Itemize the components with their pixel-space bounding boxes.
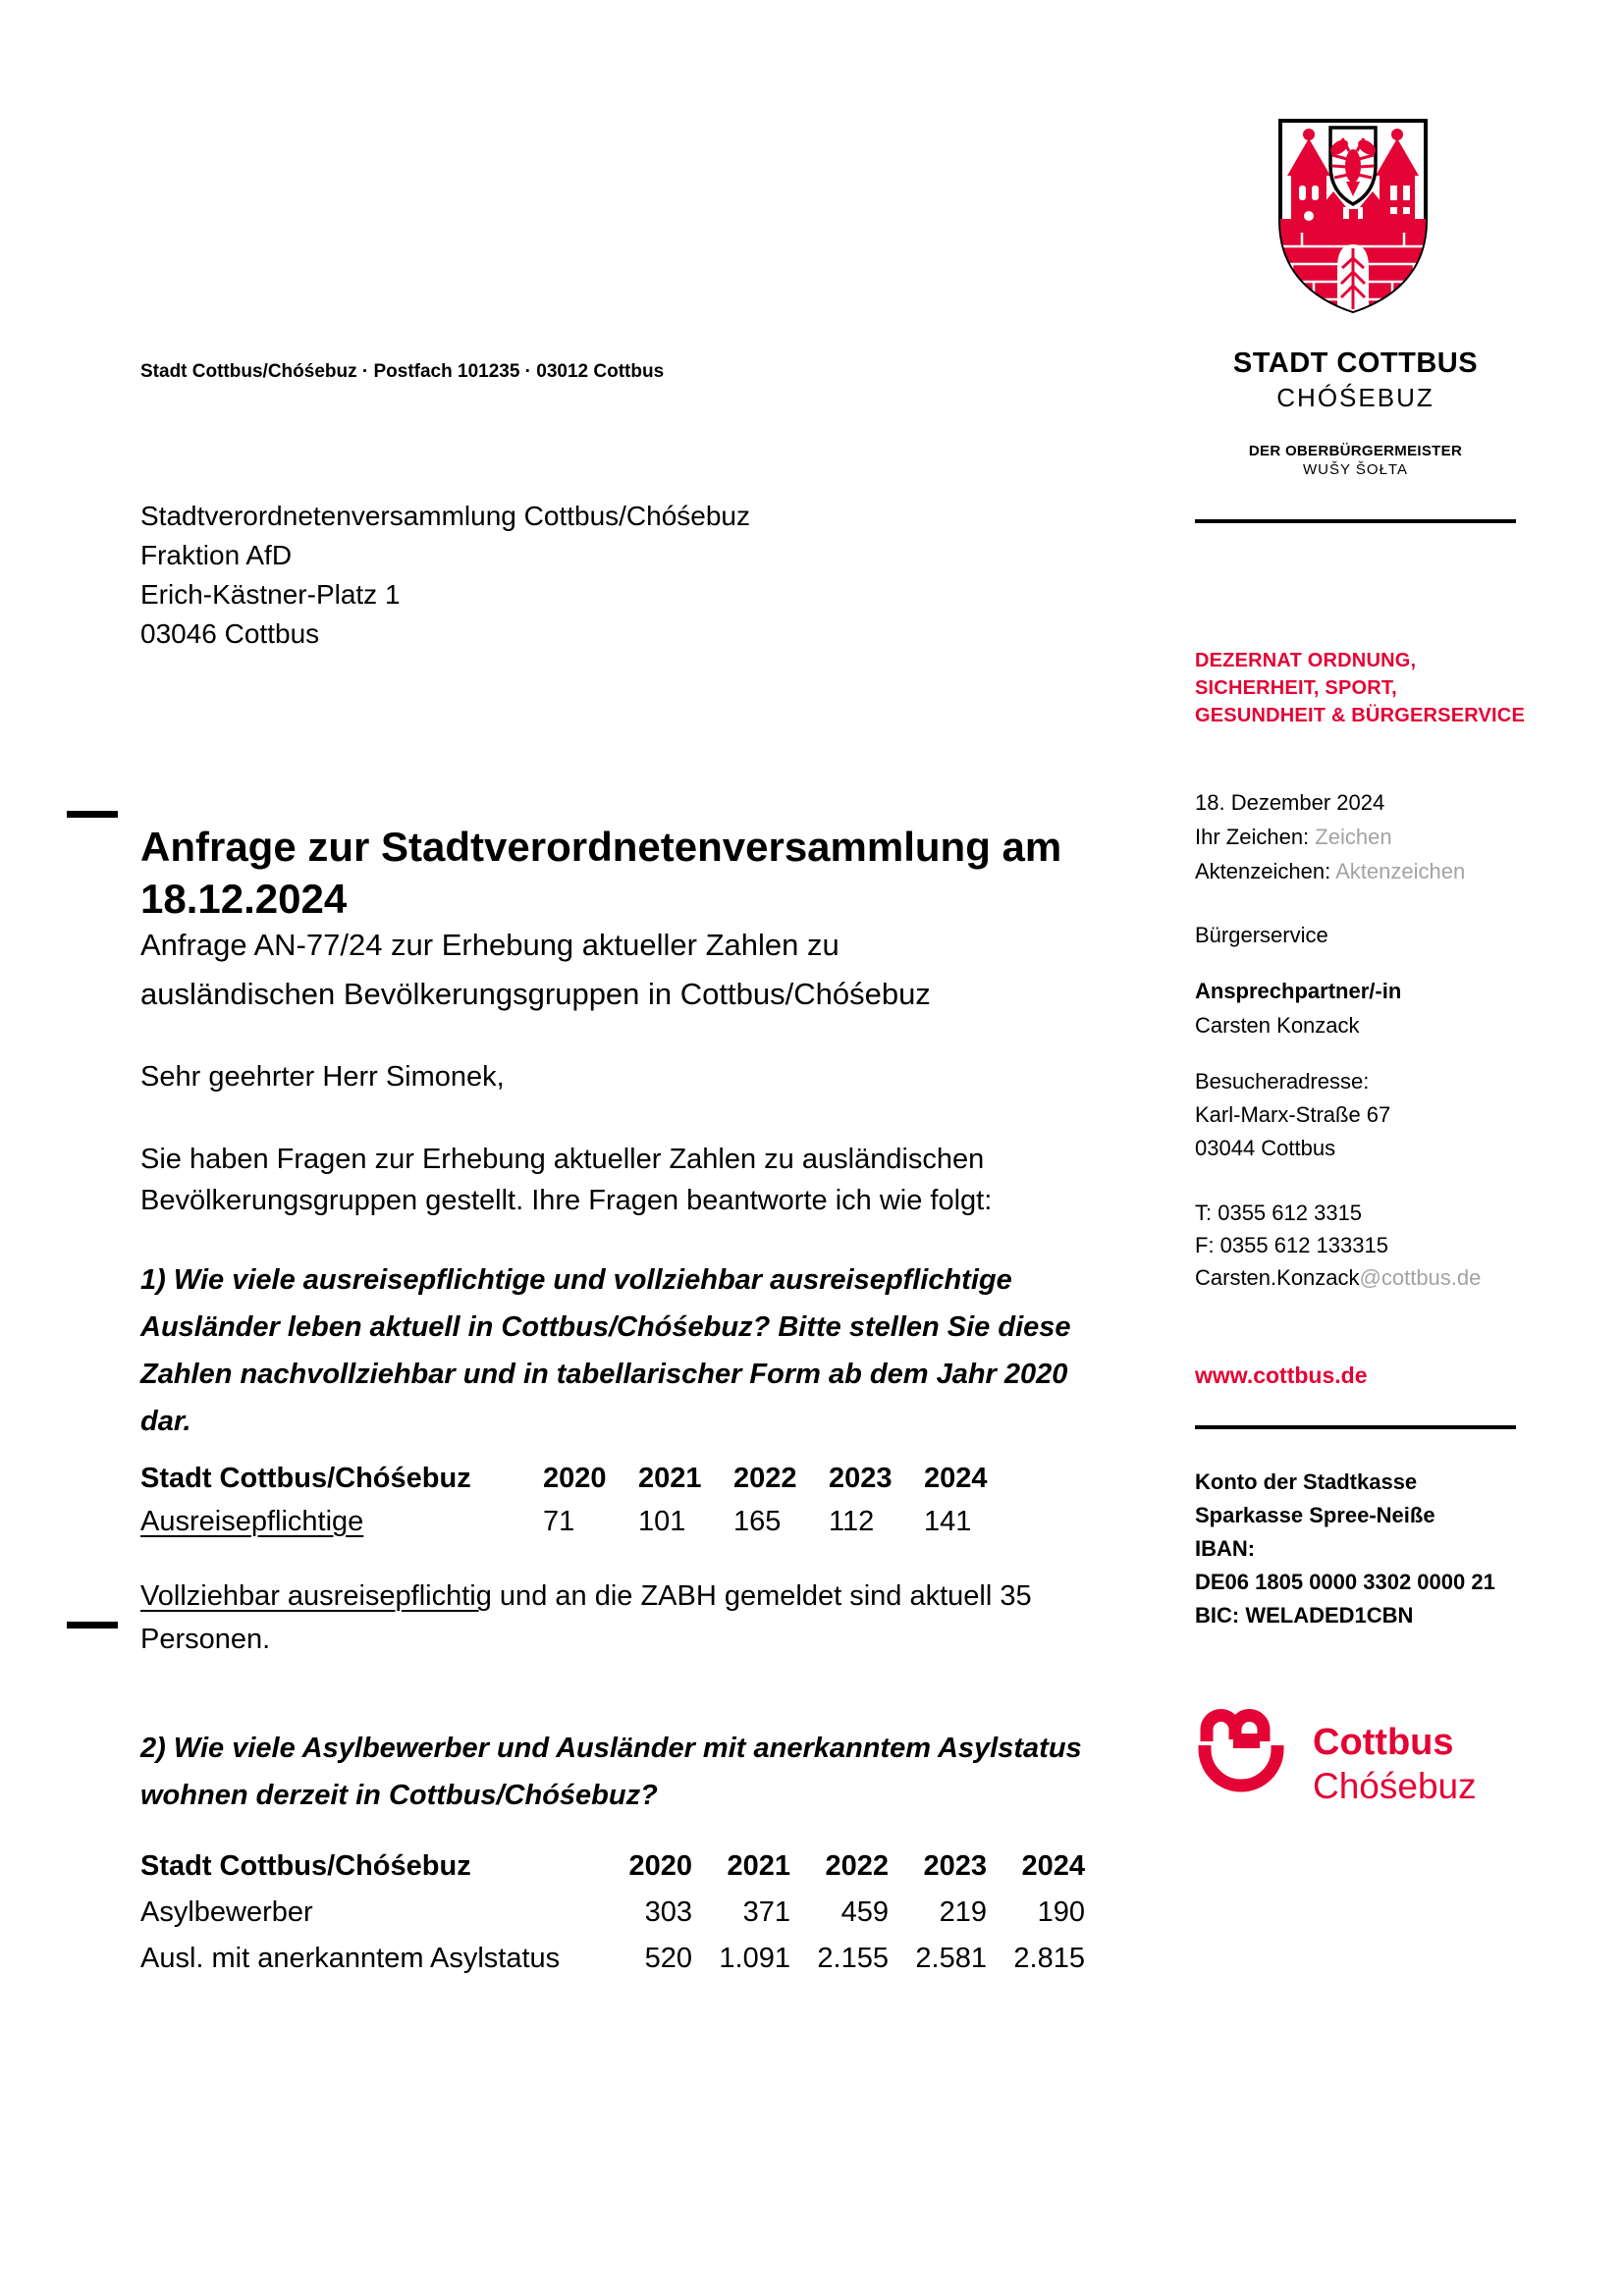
bank-line: Konto der Stadtkasse	[1195, 1469, 1418, 1494]
note-line2: Personen.	[140, 1624, 271, 1655]
table-header-cell: Stadt Cottbus/Chóśebuz	[140, 1462, 471, 1494]
table-cell: 1.091	[719, 1943, 790, 1974]
table-ausreisepflichtige	[140, 1457, 1019, 1543]
bank-line: IBAN:	[1195, 1536, 1256, 1561]
question-2: 2) Wie viele Asylbewerber und Ausländer mit anerkanntem Asylstatus wohnen derzeit in Cottbus/Chóśebuz?	[140, 1733, 1082, 1811]
aktenzeichen-label: Aktenzeichen:	[1195, 859, 1336, 883]
table-header-cell: Stadt Cottbus/Chóśebuz	[140, 1850, 471, 1882]
recipient-line: Stadtverordnetenversammlung Cottbus/Chóśebuz	[140, 501, 751, 531]
table-cell: 219	[939, 1896, 987, 1928]
table-header-cell: 2020	[543, 1462, 607, 1494]
intro-paragraph: Sie haben Fragen zur Erhebung aktueller Zahlen zu ausländischen Bevölkerungsgruppen gestellt. Ihre Fragen beantworte ich wie folgt:	[140, 1144, 993, 1216]
office-title-sorbian: WUŠY ŠOŁTA	[1303, 461, 1408, 478]
note-vollziehbar	[140, 1575, 1032, 1661]
email-address[interactable]: Carsten.Konzack@cottbus.de	[1195, 1265, 1482, 1290]
reference-block	[1195, 785, 1465, 888]
unit-name: Bürgerservice	[1195, 923, 1328, 947]
table-cell: 190	[1037, 1896, 1085, 1928]
bank-line: DE06 1805 0000 3302 0000 21	[1195, 1570, 1495, 1594]
divider-line	[1195, 519, 1516, 523]
phone-number: T: 0355 612 3315	[1195, 1201, 1363, 1225]
sender-line: Stadt Cottbus/Chóśebuz · Postfach 101235 · 03012 Cottbus	[140, 361, 665, 382]
table-header-cell: 2021	[638, 1462, 702, 1494]
ihr-zeichen-label: Ihr Zeichen:	[1195, 825, 1316, 849]
table-cell: 303	[644, 1896, 692, 1928]
table-row	[140, 1936, 1085, 1982]
table-header-cell: 2023	[829, 1462, 893, 1494]
note-underlined: Vollziehbar ausreisepflichtig	[140, 1580, 492, 1612]
table-cell: 459	[840, 1896, 889, 1928]
org-name: STADT COTTBUS	[1232, 347, 1479, 379]
recipient-line: 03046 Cottbus	[140, 618, 320, 649]
table-header-cell: 2024	[1021, 1850, 1085, 1882]
letter-title: Anfrage zur Stadtverordnetenversammlung am 18.12.2024	[140, 824, 1062, 922]
department-name: DEZERNAT ORDNUNG, SICHERHEIT, SPORT, GESUNDHEIT & BÜRGERSERVICE	[1195, 650, 1525, 726]
table-cell: 2.155	[817, 1943, 889, 1974]
table-asylbewerber	[140, 1843, 1085, 1982]
table-cell: 71	[543, 1505, 575, 1537]
table-cell: 165	[733, 1505, 782, 1537]
contact-name: Carsten Konzack	[1195, 1013, 1360, 1038]
table-cell: 141	[924, 1505, 972, 1537]
table-row	[140, 1500, 1019, 1543]
bank-line: BIC: WELADED1CBN	[1195, 1603, 1414, 1628]
letter-date: 18. Dezember 2024	[1195, 790, 1385, 815]
table-cell: 112	[829, 1505, 875, 1537]
table-header-cell: 2023	[923, 1850, 987, 1882]
visitor-street: Karl-Marx-Straße 67	[1195, 1102, 1391, 1127]
table-header-cell: 2022	[825, 1850, 889, 1882]
org-name-sorbian: CHÓŚEBUZ	[1276, 383, 1435, 412]
recipient-address	[140, 497, 750, 654]
table-row	[140, 1890, 1085, 1936]
fold-mark-top	[67, 811, 118, 818]
website-link[interactable]: www.cottbus.de	[1195, 1362, 1368, 1388]
recipient-line: Erich-Kästner-Platz 1	[140, 579, 401, 610]
table-header-cell: 2021	[727, 1850, 790, 1882]
row-label: Ausl. mit anerkanntem Asylstatus	[140, 1943, 561, 1974]
table-header-cell: 2024	[924, 1462, 988, 1494]
aktenzeichen-value: Aktenzeichen	[1335, 859, 1466, 883]
brand-name: Cottbus	[1313, 1722, 1454, 1763]
divider-line	[1195, 1425, 1516, 1429]
bank-line: Sparkasse Spree-Neiße	[1195, 1503, 1435, 1527]
letter-subject: Anfrage AN-77/24 zur Erhebung aktueller Zahlen zu ausländischen Bevölkerungsgruppen in Cottbus/Chóśebuz	[140, 928, 931, 1011]
recipient-line: Fraktion AfD	[140, 540, 293, 570]
table-cell: 2.815	[1013, 1943, 1085, 1974]
coat-of-arms-icon	[1274, 114, 1432, 318]
cottbus-smile-logo-icon	[1198, 1690, 1284, 1803]
visitor-address	[1195, 1065, 1390, 1165]
row-label: Asylbewerber	[140, 1896, 313, 1928]
table-header-row	[140, 1843, 1085, 1890]
brand-name-sorbian: Chóśebuz	[1313, 1766, 1477, 1806]
table-cell: 2.581	[915, 1943, 987, 1974]
note-rest: und an die ZABH gemeldet sind aktuell 35	[491, 1580, 1032, 1612]
table-cell: 371	[742, 1896, 790, 1928]
question-1: 1) Wie viele ausreisepflichtige und vollziehbar ausreisepflichtige Ausländer leben aktuell in Cottbus/Chóśebuz? Bitte stellen Sie diese Zahlen nachvollziehbar und in tabellarischer Form ab dem Jahr 2020 dar.	[140, 1264, 1071, 1437]
ihr-zeichen-value: Zeichen	[1315, 825, 1392, 849]
fold-mark-bottom	[67, 1622, 118, 1629]
table-header-cell: 2022	[733, 1462, 797, 1494]
table-header-row	[140, 1457, 1019, 1500]
table-cell: 101	[638, 1505, 686, 1537]
contact-details	[1195, 1197, 1481, 1294]
fax-number: F: 0355 612 133315	[1195, 1233, 1388, 1257]
salutation: Sehr geehrter Herr Simonek,	[140, 1061, 505, 1093]
visitor-city: 03044 Cottbus	[1195, 1136, 1336, 1160]
row-label: Ausreisepflichtige	[140, 1505, 364, 1537]
office-title: DER OBERBÜRGERMEISTER	[1248, 443, 1463, 459]
table-cell: 520	[644, 1943, 692, 1974]
contact-label: Ansprechpartner/-in	[1195, 979, 1402, 1003]
table-header-cell: 2020	[628, 1850, 692, 1882]
bank-details	[1195, 1466, 1495, 1632]
visitor-label: Besucheradresse:	[1195, 1069, 1370, 1094]
contact-block	[1195, 974, 1401, 1042]
